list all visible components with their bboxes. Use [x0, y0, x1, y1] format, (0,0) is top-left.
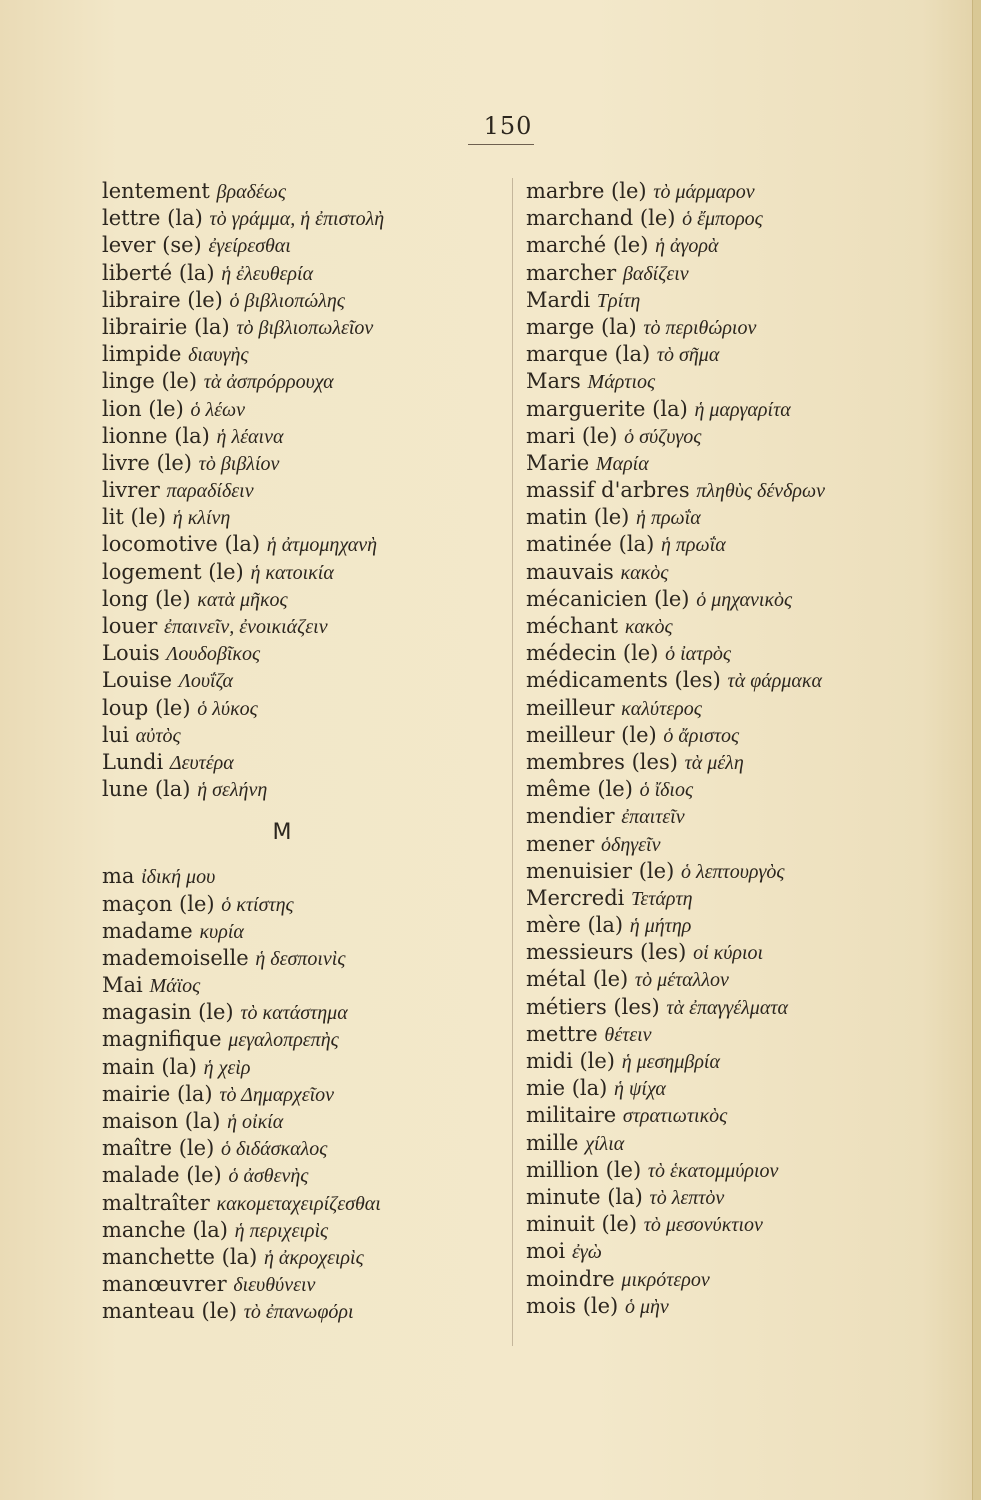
dictionary-entry — [526, 722, 966, 749]
greek-translation: ἡ ἐλευθερία — [221, 262, 314, 285]
french-term: matin (le) — [526, 505, 630, 530]
french-term: louer — [102, 614, 158, 638]
dictionary-entry — [102, 722, 507, 749]
greek-translation: τὸ βιβλιοπωλεῖον — [236, 316, 374, 339]
french-term: midi (le) — [526, 1049, 615, 1073]
greek-translation: τὰ ἀσπρόρρουχα — [203, 371, 334, 394]
french-term: marbre (le) — [526, 179, 647, 203]
greek-translation: τὸ μάρμαρον — [653, 181, 755, 203]
french-term: mettre — [526, 1021, 598, 1046]
french-term: manteau (le) — [102, 1299, 238, 1324]
greek-translation: ἐπαιτεῖν — [621, 806, 685, 829]
greek-translation: ὁ ἔμπορος — [682, 208, 763, 231]
greek-translation: κατὰ μῆκος — [197, 588, 288, 611]
dictionary-entry — [526, 1102, 966, 1129]
french-term: métiers (les) — [526, 994, 660, 1019]
greek-translation: ὁ βιβλιοπώλης — [229, 289, 345, 312]
greek-translation: ὁ ἀσθενὴς — [228, 1165, 309, 1188]
greek-translation: ἡ κατοικία — [250, 561, 334, 584]
dictionary-entry — [526, 885, 966, 912]
dictionary-entry — [102, 260, 507, 287]
greek-translation: οἱ κύριοι — [693, 942, 764, 965]
entries-m — [102, 863, 507, 1325]
french-term: Marie — [526, 450, 590, 475]
french-term: minuit (le) — [526, 1212, 638, 1237]
dictionary-entry — [102, 863, 507, 890]
dictionary-entry — [102, 531, 507, 558]
dictionary-entry — [526, 1021, 966, 1048]
french-term: Mardi — [526, 287, 591, 312]
french-term: Mai — [102, 973, 143, 998]
greek-translation: ἡ ἀγορὰ — [655, 235, 719, 258]
french-term: massif d'arbres — [526, 478, 690, 503]
dictionary-entry — [526, 640, 966, 667]
french-term: malade (le) — [102, 1163, 222, 1188]
dictionary-entry — [102, 559, 507, 586]
greek-translation: τὸ κατάστημα — [240, 1002, 348, 1025]
dictionary-entry — [526, 966, 966, 993]
greek-translation: τὸ βιβλίον — [198, 452, 280, 475]
dictionary-entry — [102, 1298, 507, 1325]
french-term: lettre (la) — [102, 206, 203, 231]
greek-translation: ὁ μηχανικὸς — [696, 588, 793, 611]
dictionary-entry — [102, 1081, 507, 1108]
greek-translation: Μάρτιος — [587, 371, 656, 394]
french-term: main (la) — [102, 1054, 197, 1079]
dictionary-entry — [102, 205, 507, 232]
greek-translation: ἡ μεσημβρία — [621, 1051, 720, 1073]
page-edge — [972, 0, 981, 1500]
dictionary-entry — [526, 559, 966, 586]
dictionary-entry — [526, 205, 966, 232]
dictionary-entry — [526, 260, 966, 287]
greek-translation: στρατιωτικὸς — [622, 1105, 728, 1128]
dictionary-entry — [102, 314, 507, 341]
greek-translation: τὰ φάρμακα — [727, 670, 822, 693]
greek-translation: τὸ μέταλλον — [634, 969, 729, 992]
greek-translation: ὁ ἄριστος — [663, 724, 740, 747]
dictionary-entry — [102, 918, 507, 945]
greek-translation: μικρότερον — [621, 1268, 710, 1291]
greek-translation: ὁ λύκος — [197, 697, 258, 720]
french-term: membres (les) — [526, 749, 678, 774]
dictionary-entry — [526, 803, 966, 830]
dictionary-entry — [102, 1244, 507, 1271]
french-term: logement (le) — [102, 559, 244, 584]
greek-translation: ἡ κλίνη — [172, 507, 231, 530]
dictionary-entry — [102, 1271, 507, 1298]
french-term: marcher — [526, 260, 617, 285]
french-term: madame — [102, 918, 193, 943]
greek-translation: τὸ λεπτὸν — [649, 1186, 725, 1209]
greek-translation: τὸ σῆμα — [656, 344, 720, 367]
french-term: manchette (la) — [102, 1244, 258, 1269]
dictionary-entry — [102, 341, 507, 368]
dictionary-entry — [102, 695, 507, 722]
greek-translation: ἡ οἰκία — [227, 1111, 284, 1133]
dictionary-entry — [526, 776, 966, 803]
dictionary-entry — [526, 667, 966, 694]
french-term: maison (la) — [102, 1109, 221, 1133]
french-term: livre (le) — [102, 450, 192, 475]
dictionary-entry — [102, 776, 507, 803]
greek-translation: ἡ πρωΐα — [636, 507, 701, 530]
greek-translation: ὁ λεπτουργὸς — [680, 860, 785, 883]
french-term: marguerite (la) — [526, 396, 688, 421]
greek-translation: τὸ ἑκατομμύριον — [647, 1159, 779, 1182]
dictionary-entry — [526, 423, 966, 450]
french-term: marge (la) — [526, 314, 637, 339]
dictionary-entry — [526, 586, 966, 613]
dictionary-entry — [102, 586, 507, 613]
greek-translation: τὸ περιθώριον — [643, 316, 757, 339]
french-term: ma — [102, 864, 135, 889]
greek-translation: ἡ μήτηρ — [629, 915, 692, 938]
dictionary-entry — [526, 504, 966, 531]
french-term: manche (la) — [102, 1217, 228, 1242]
dictionary-entry — [526, 178, 966, 205]
dictionary-entry — [526, 1130, 966, 1157]
french-term: maçon (le) — [102, 891, 215, 916]
dictionary-entry — [526, 232, 966, 259]
dictionary-entry — [102, 396, 507, 423]
dictionary-entry — [102, 450, 507, 477]
dictionary-entry — [526, 695, 966, 722]
dictionary-entry — [526, 531, 966, 558]
greek-translation: ἡ ἀκροχειρὶς — [263, 1246, 364, 1269]
dictionary-entry — [102, 1135, 507, 1162]
dictionary-entry — [526, 396, 966, 423]
right-column — [526, 178, 966, 1320]
french-term: matinée (la) — [526, 532, 655, 557]
dictionary-entry — [526, 1266, 966, 1293]
greek-translation: ἰδική μου — [141, 866, 216, 889]
dictionary-entry — [526, 1157, 966, 1184]
french-term: magasin (le) — [102, 1000, 234, 1025]
greek-translation: τὰ ἐπαγγέλματα — [666, 996, 788, 1019]
dictionary-entry — [526, 749, 966, 776]
dictionary-entry — [526, 858, 966, 885]
dictionary-entry — [102, 287, 507, 314]
greek-translation: αὐτὸς — [135, 724, 181, 747]
dictionary-entry — [526, 994, 966, 1021]
dictionary-entry — [102, 749, 507, 776]
dictionary-entry — [102, 1217, 507, 1244]
french-term: lentement — [102, 179, 210, 203]
greek-translation: Τρίτη — [596, 289, 641, 312]
greek-translation: ἡ σελήνη — [197, 779, 268, 802]
french-term: meilleur — [526, 695, 615, 720]
dictionary-entry — [102, 640, 507, 667]
dictionary-entry — [526, 1238, 966, 1265]
greek-translation: ὁ σύζυγος — [624, 425, 702, 448]
french-term: même (le) — [526, 777, 633, 802]
french-term: mère (la) — [526, 913, 624, 938]
greek-translation: κακὸς — [620, 561, 669, 584]
french-term: moindre — [526, 1266, 615, 1291]
dictionary-entry — [526, 613, 966, 640]
greek-translation: ἡ ψίχα — [614, 1078, 666, 1101]
greek-translation: κακὸς — [624, 616, 673, 638]
greek-translation: ἐπαινεῖν, ἐνοικιάζειν — [164, 616, 328, 638]
greek-translation: ἡ χεὶρ — [203, 1056, 251, 1079]
french-term: marchand (le) — [526, 206, 676, 231]
french-term: mendier — [526, 804, 615, 829]
dictionary-entry — [102, 232, 507, 259]
french-term: manœuvrer — [102, 1272, 227, 1297]
greek-translation: ὁ διδάσκαλος — [220, 1138, 328, 1161]
greek-translation: πληθὺς δένδρων — [696, 480, 825, 503]
greek-translation: διευθύνειν — [233, 1274, 316, 1297]
french-term: long (le) — [102, 586, 191, 611]
french-term: mois (le) — [526, 1293, 619, 1318]
dictionary-entry — [102, 972, 507, 999]
french-term: mademoiselle — [102, 945, 249, 970]
dictionary-entry — [526, 1211, 966, 1238]
greek-translation: μεγαλοπρεπὴς — [228, 1029, 339, 1052]
french-term: menuisier (le) — [526, 858, 675, 883]
french-term: lui — [102, 722, 129, 747]
greek-translation: χίλια — [585, 1132, 625, 1155]
page-number-rule — [468, 144, 534, 145]
greek-translation: καλύτερος — [621, 697, 702, 720]
french-term: linge (le) — [102, 369, 198, 394]
left-column — [102, 178, 507, 1326]
entries-l — [102, 178, 507, 803]
dictionary-entry — [102, 1026, 507, 1053]
french-term: mari (le) — [526, 423, 618, 448]
greek-translation: τὸ Δημαρχεῖον — [219, 1083, 335, 1106]
greek-translation: κακομεταχειρίζεσθαι — [216, 1192, 381, 1215]
dictionary-entry — [526, 341, 966, 368]
dictionary-entry — [102, 999, 507, 1026]
french-term: messieurs (les) — [526, 940, 687, 965]
french-term: mie (la) — [526, 1076, 608, 1101]
french-term: militaire — [526, 1103, 617, 1128]
greek-translation: τὸ γράμμα, ἡ ἐπιστολὴ — [209, 208, 385, 231]
french-term: Mars — [526, 369, 581, 394]
french-term: minute (la) — [526, 1184, 643, 1209]
french-term: Lundi — [102, 749, 164, 774]
french-term: Louise — [102, 668, 173, 693]
french-term: méchant — [526, 614, 619, 638]
french-term: loup (le) — [102, 695, 191, 720]
dictionary-entry — [526, 368, 966, 395]
greek-translation: Δευτέρα — [169, 751, 234, 774]
greek-translation: Μάϊος — [149, 975, 201, 998]
french-term: librairie (la) — [102, 314, 230, 339]
french-term: marché (le) — [526, 233, 649, 258]
french-term: métal (le) — [526, 967, 629, 992]
greek-translation: τὸ ἐπανωφόρι — [243, 1301, 354, 1324]
french-term: meilleur (le) — [526, 722, 657, 747]
greek-translation: ἐγὼ — [571, 1241, 602, 1264]
dictionary-entry — [102, 667, 507, 694]
french-term: livrer — [102, 478, 160, 503]
french-term: lever (se) — [102, 233, 202, 258]
greek-translation: ἡ λέαινα — [216, 425, 284, 448]
dictionary-entry — [526, 1075, 966, 1102]
dictionary-entry — [526, 450, 966, 477]
greek-translation: θέτειν — [604, 1023, 652, 1046]
dictionary-entry — [526, 939, 966, 966]
dictionary-entry — [102, 945, 507, 972]
greek-translation: ἐγείρεσθαι — [208, 235, 291, 258]
french-term: médicaments (les) — [526, 668, 721, 693]
dictionary-entry — [526, 912, 966, 939]
french-term: mairie (la) — [102, 1081, 213, 1106]
dictionary-entry — [526, 287, 966, 314]
french-term: maître (le) — [102, 1136, 215, 1161]
dictionary-entry — [102, 477, 507, 504]
greek-translation: βαδίζειν — [622, 262, 689, 285]
greek-translation: Τετάρτη — [631, 887, 693, 910]
greek-translation: βραδέως — [216, 181, 287, 203]
page-number: 150 — [483, 112, 533, 140]
french-term: magnifique — [102, 1027, 222, 1052]
greek-translation: διαυγὴς — [188, 344, 249, 367]
greek-translation: ὁ λέων — [190, 398, 246, 421]
greek-translation: ὁ ἰατρὸς — [665, 643, 732, 666]
french-term: médecin (le) — [526, 641, 659, 666]
dictionary-entry — [102, 1054, 507, 1081]
dictionary-entry — [102, 1190, 507, 1217]
french-term: marque (la) — [526, 342, 651, 367]
dictionary-entry — [102, 178, 507, 205]
french-term: maltraîter — [102, 1190, 210, 1215]
dictionary-entry — [102, 423, 507, 450]
entries-m-continued — [526, 178, 966, 1320]
greek-translation: τὰ μέλη — [684, 751, 744, 774]
dictionary-entry — [102, 504, 507, 531]
greek-translation: παραδίδειν — [166, 480, 254, 503]
greek-translation: ἡ περιχειρὶς — [234, 1219, 329, 1242]
french-term: lit (le) — [102, 505, 167, 530]
dictionary-entry — [102, 1162, 507, 1189]
french-term: libraire (le) — [102, 287, 223, 312]
french-term: limpide — [102, 342, 182, 367]
dictionary-entry — [526, 1184, 966, 1211]
greek-translation: ὁδηγεῖν — [601, 833, 661, 856]
dictionary-entry — [526, 1048, 966, 1075]
dictionary-entry — [526, 831, 966, 858]
greek-translation: ἡ μαργαρίτα — [694, 398, 791, 421]
greek-translation: ὁ κτίστης — [221, 893, 294, 916]
dictionary-entry — [526, 1293, 966, 1320]
dictionary-entry — [102, 613, 507, 640]
french-term: million (le) — [526, 1157, 642, 1182]
french-term: lionne (la) — [102, 423, 210, 448]
greek-translation: ὁ ἴδιος — [639, 779, 694, 802]
french-term: liberté (la) — [102, 260, 215, 285]
french-term: lion (le) — [102, 396, 184, 421]
french-term: Mercredi — [526, 885, 625, 910]
dictionary-entry — [102, 891, 507, 918]
greek-translation: κυρία — [199, 920, 244, 943]
french-term: mille — [526, 1130, 579, 1155]
section-letter-m: M — [272, 820, 292, 846]
greek-translation: ἡ δεσποινὶς — [255, 947, 346, 970]
dictionary-entry — [526, 314, 966, 341]
french-term: moi — [526, 1239, 566, 1264]
greek-translation: ἡ ἀτμομηχανὴ — [266, 534, 378, 557]
greek-translation: Λουΐζα — [178, 670, 234, 693]
greek-translation: Λουδοβῖκος — [166, 643, 261, 666]
french-term: mauvais — [526, 559, 614, 584]
column-divider — [512, 178, 513, 1346]
dictionary-entry — [526, 477, 966, 504]
french-term: locomotive (la) — [102, 532, 261, 557]
greek-translation: τὸ μεσονύκτιον — [643, 1214, 763, 1237]
french-term: lune (la) — [102, 777, 191, 802]
dictionary-entry — [102, 368, 507, 395]
french-term: mener — [526, 831, 595, 856]
greek-translation: ἡ πρωΐα — [660, 534, 726, 557]
greek-translation: ὁ μὴν — [624, 1295, 669, 1318]
greek-translation: Μαρία — [595, 452, 649, 475]
dictionary-entry — [102, 1108, 507, 1135]
french-term: mécanicien (le) — [526, 586, 690, 611]
french-term: Louis — [102, 641, 160, 666]
